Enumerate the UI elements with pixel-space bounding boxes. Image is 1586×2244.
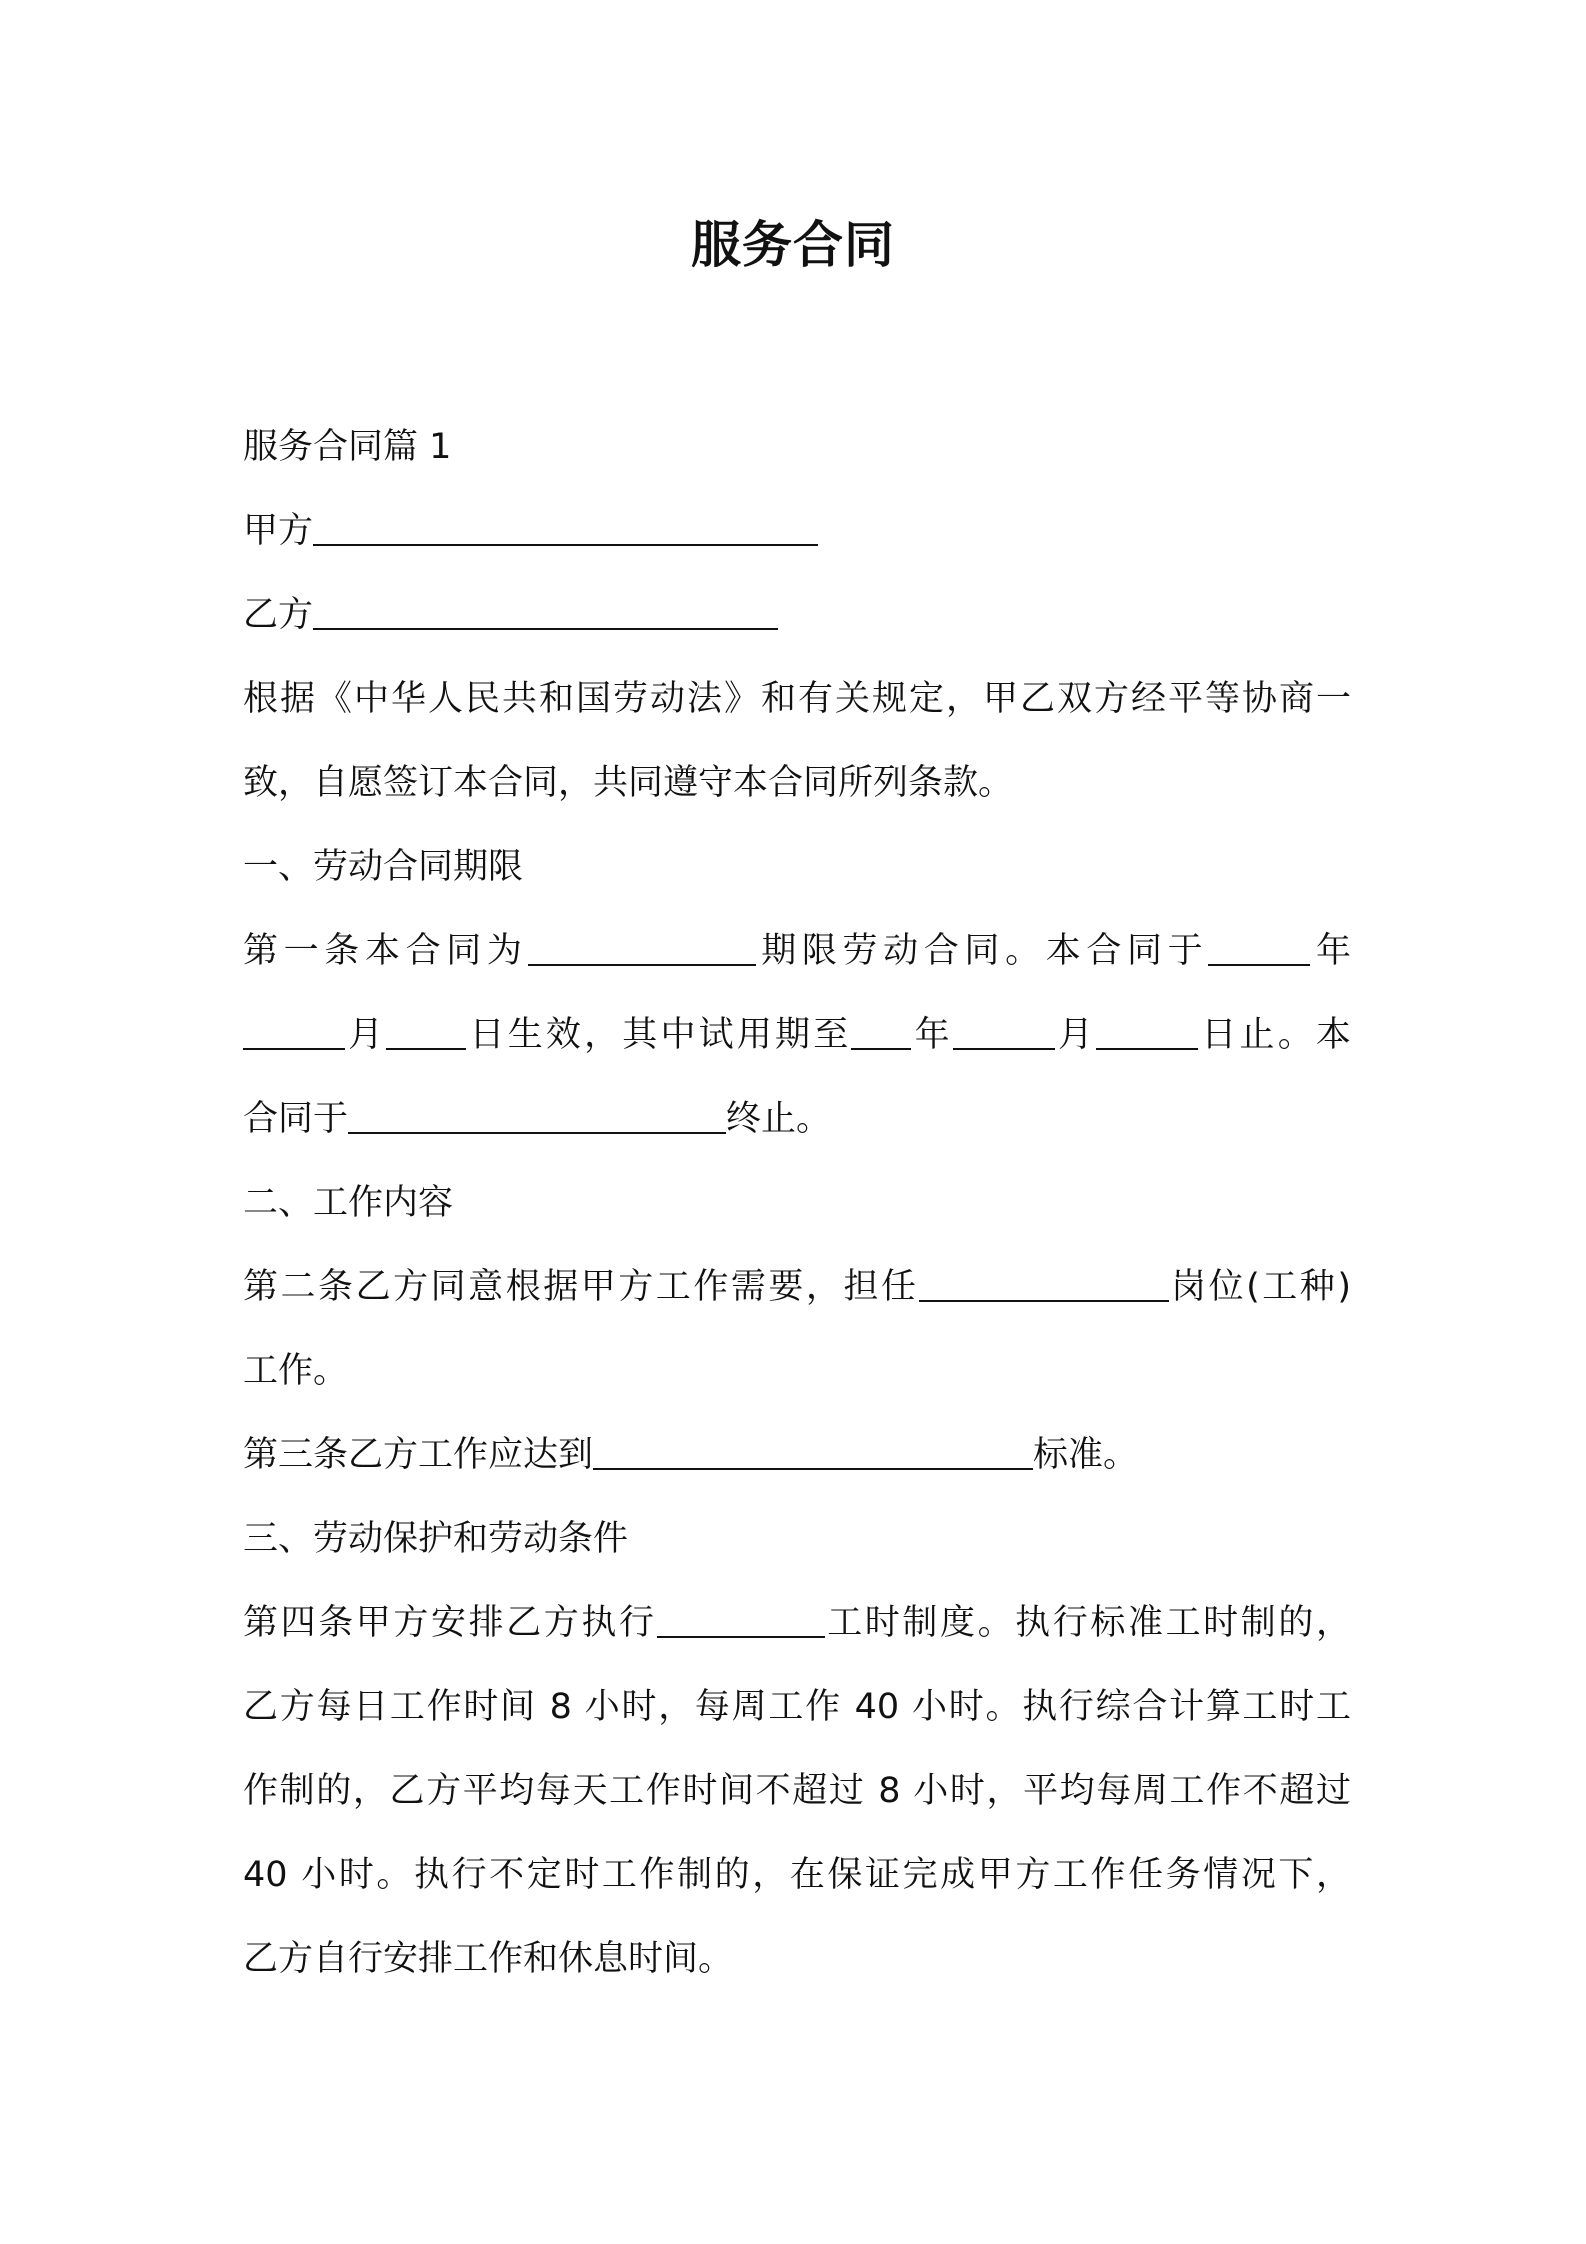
heading-work-content: 二、工作内容 — [243, 1183, 454, 1223]
article-4-line-5: 乙方自行安排工作和休息时间。 — [243, 1939, 734, 1979]
article-1-text-c: 年 — [1310, 931, 1351, 971]
heading-labor-protection: 三、劳动保护和劳动条件 — [243, 1519, 629, 1559]
article-2-line-2: 工作。 — [243, 1351, 349, 1391]
party-a-line — [243, 489, 1351, 573]
article-3-line — [243, 1413, 1351, 1497]
heading-contract-term: 一、劳动合同期限 — [243, 847, 524, 887]
start-day-blank — [386, 1018, 466, 1050]
intro-line-1: 根据《中华人民共和国劳动法》和有关规定，甲乙双方经平等协商一 — [243, 679, 1351, 719]
article-2-text-b: 岗位(工种) — [1168, 1267, 1351, 1307]
article-4-line-2: 乙方每日工作时间 8 小时，每周工作 40 小时。执行综合计算工时工 — [243, 1687, 1351, 1727]
article-2-text-a: 第二条乙方同意根据甲方工作需要，担任 — [243, 1267, 919, 1307]
section-label: 服务合同篇 1 — [243, 427, 452, 467]
article-1-text-e: 日生效，其中试用期至 — [466, 1015, 852, 1055]
party-b-blank — [313, 598, 778, 630]
trial-year-blank — [851, 1018, 911, 1050]
article-1-text-f: 年 — [911, 1015, 953, 1055]
article-1-line-1 — [243, 909, 1351, 993]
start-month-blank — [243, 1018, 345, 1050]
party-b-label: 乙方 — [243, 595, 314, 635]
working-hours-blank — [657, 1606, 825, 1638]
article-4-text-a: 第四条甲方安排乙方执行 — [243, 1603, 657, 1643]
article-2-line-1 — [243, 1245, 1351, 1329]
article-4-text-b: 工时制度。执行标准工时制的， — [824, 1603, 1351, 1643]
article-1-line-2 — [243, 993, 1351, 1077]
party-a-label: 甲方 — [243, 511, 314, 551]
document-body — [243, 405, 1351, 2001]
article-1-text-d: 月 — [345, 1015, 387, 1055]
intro-line-2: 致，自愿签订本合同，共同遵守本合同所列条款。 — [243, 763, 1014, 803]
article-1-text-i: 合同于 — [243, 1099, 349, 1139]
article-4-line-3: 作制的，乙方平均每天工作时间不超过 8 小时，平均每周工作不超过 — [243, 1771, 1351, 1811]
start-year-blank — [1208, 934, 1310, 966]
party-b-line — [243, 573, 1351, 657]
article-3-text-b: 标准。 — [1033, 1435, 1139, 1475]
article-1-text-b: 期限劳动合同。本合同于 — [755, 931, 1209, 971]
end-date-blank — [348, 1102, 726, 1134]
standard-blank — [593, 1438, 1033, 1470]
article-1-text-h: 日止。本 — [1198, 1015, 1351, 1055]
article-1-text-g: 月 — [1054, 1015, 1097, 1055]
article-1-line-3 — [243, 1077, 1351, 1161]
article-1-text-a: 第一条本合同为 — [243, 931, 528, 971]
article-3-text-a: 第三条乙方工作应达到 — [243, 1435, 594, 1475]
document-title: 服务合同 — [691, 216, 895, 274]
party-a-blank — [313, 514, 818, 546]
article-1-text-j: 终止。 — [726, 1099, 832, 1139]
position-blank — [919, 1270, 1169, 1302]
trial-day-blank — [1096, 1018, 1198, 1050]
article-4-line-1 — [243, 1581, 1351, 1665]
trial-month-blank — [953, 1018, 1055, 1050]
contract-type-blank — [528, 934, 756, 966]
article-4-line-4: 40 小时。执行不定时工作制的，在保证完成甲方工作任务情况下， — [243, 1855, 1351, 1895]
